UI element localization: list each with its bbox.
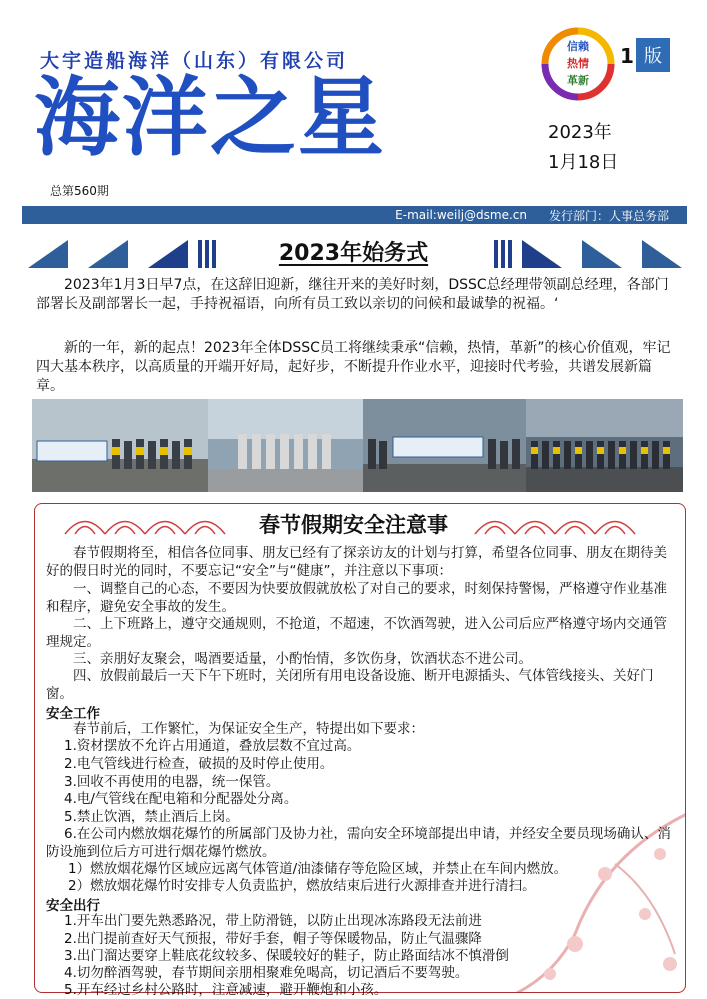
safe-travel-item: 4.切勿醉酒驾驶，春节期间亲朋相聚难免喝高，切记酒后不要驾驶。: [64, 965, 469, 981]
company-values-logo: [540, 26, 616, 102]
safety-work-subitem: 2）燃放烟花爆竹时安排专人负责监护，燃放结束后进行火源排查并进行清扫。: [68, 878, 536, 894]
safety-work-subitem: 1）燃放烟花爆竹区域应远离气体管道/油漆储存等危险区域，并禁止在车间内燃放。: [68, 861, 568, 877]
article2-item-4: 四、放假前最后一天下午下班时，关闭所有用电设备设施、断开电源插头、气体管线接头、关好门窗。: [46, 668, 654, 702]
safety-work-item: 3.回收不再使用的电器，统一保管。: [64, 774, 280, 790]
page-number: 1: [620, 44, 634, 68]
article2-item-2: 二、上下班路上，遵守交通规则，不抢道，不超速，不饮酒驾驶，进入公司后应严格遵守场内交通管理规定。: [46, 616, 667, 650]
safety-work-item: 2.电气管线进行检查，破损的及时停止使用。: [64, 756, 334, 772]
logo-word-3: 革新: [567, 74, 589, 87]
article2-intro: 春节假期将至，相信各位同事、朋友已经有了探亲访友的计划与打算，希望各位同事、朋友在期待美好的假日时光的同时，不要忘记“安全”与“健康”，并注意以下事项：: [46, 545, 667, 579]
company-name: 大宇造船海洋（山东）有限公司: [40, 50, 349, 72]
date-year: 2023年: [548, 122, 612, 143]
safety-work-item: 1.资材摆放不允许占用通道，叠放层数不宜过高。: [64, 738, 361, 754]
date-day: 1月18日: [548, 152, 619, 173]
issue-number: 总第560期: [50, 184, 109, 198]
page-label: 版: [636, 38, 670, 72]
safe-travel-item: 1.开车出门要先熟悉路况，带上防滑链，以防止出现冰冻路段无法前进: [64, 913, 482, 929]
safety-work-item: 5.禁止饮酒，禁止酒后上岗。: [64, 809, 239, 825]
safe-travel-heading: 安全出行: [46, 898, 100, 914]
publisher-dept: 发行部门：人事总务部: [548, 208, 669, 223]
ceremony-photo-4: [526, 399, 683, 492]
ceremony-photo-2: [208, 399, 363, 492]
article2-item-1: 一、调整自己的心态，不要因为快要放假就放松了对自己的要求，时刻保持警惕，严格遵守作业基准和程序，避免安全事故的发生。: [46, 581, 667, 615]
logo-word-2: 热情: [567, 57, 589, 70]
article1-paragraph1: 2023年1月3日早7点，在这辞旧迎新，继往开来的美好时刻，DSSC总经理带领副总经理，各部门部署长及副部署长一起，手持祝福语，向所有员工致以亲切的问候和最诚挚的祝福。‘: [36, 277, 669, 312]
ceremony-photo-1: [32, 399, 208, 492]
safe-travel-item: 5.开车经过乡村公路时，注意减速，避开鞭炮和小孩。: [64, 982, 388, 998]
safety-work-item: 6.在公司内燃放烟花爆竹的所属部门及协力社，需向安全环境部提出申请，并经安全要员现场确认、消防设施到位后方可进行烟花爆竹燃放。: [46, 826, 671, 860]
safety-work-heading: 安全工作: [46, 706, 100, 722]
article2-title: 春节假期安全注意事: [259, 513, 448, 537]
safety-work-item: 4.电/气管线在配电箱和分配器处分离。: [64, 791, 298, 807]
info-bar: [22, 206, 687, 224]
ceremony-photo-3: [363, 399, 526, 492]
safety-work-intro: 春节前后，工作繁忙，为保证安全生产，特提出如下要求：: [73, 721, 424, 737]
logo-word-1: 信赖: [567, 40, 589, 53]
article1-paragraph2: 新的一年，新的起点！2023年全体DSSC员工将继续秉承“信赖，热情，革新”的核心价值观，牢记四大基本秩序，以高质量的开端开好局，起好步，不断提升作业水平，迎接时代考验，共谱发展新篇章。: [36, 340, 671, 394]
article1-title: 2023年始务式: [278, 241, 429, 266]
safe-travel-item: 3.出门溜达要穿上鞋底花纹较多、保暖较好的鞋子，防止路面结冰不慎滑倒: [64, 948, 509, 964]
masthead-title: 海洋之星: [34, 68, 386, 168]
article2-item-3: 三、亲朋好友聚会，喝酒要适量，小酌怡情，多饮伤身，饮酒状态不进公司。: [73, 651, 532, 667]
contact-email[interactable]: E-mail:weilj@dsme.cn: [395, 208, 527, 222]
safe-travel-item: 2.出门提前查好天气预报，带好手套，帽子等保暖物品，防止气温骤降: [64, 931, 482, 947]
